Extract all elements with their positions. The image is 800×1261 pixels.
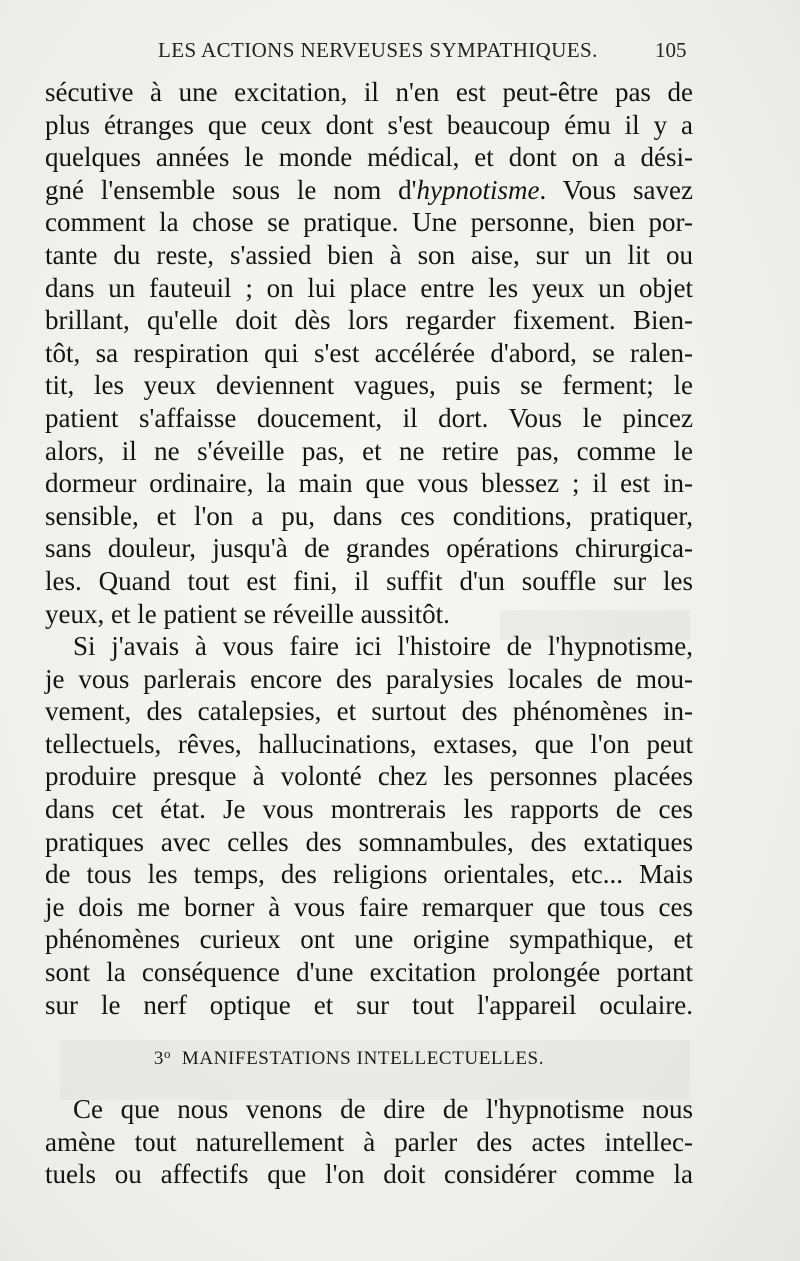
italic-term: hypnotisme [416,174,540,205]
text-line: comment la chose se pratique. Une personne, bien por- [45,207,693,238]
text-line: alors, il ne s'éveille pas, et ne retire pas, comme le [45,435,693,466]
text-line: plus étranges que ceux dont s'est beaucoup ému il y a [45,109,693,140]
text-line: brillant, qu'elle doit dès lors regarder fixement. Bien- [45,305,693,336]
section-number: 3 [153,1048,165,1070]
text-line: pratiques avec celles des somnambules, des extatiques [45,826,693,857]
paragraph [45,630,693,1021]
text-line: dormeur ordinaire, la main que vous blessez ; il est in- [45,468,693,499]
text-line: Si j'avais à vous faire ici l'histoire de l'hypnotisme, [73,631,693,662]
text-line: amène tout naturellement à parler des actes intellec- [45,1126,693,1157]
running-head: LES ACTIONS NERVEUSES SYMPATHIQUES. [158,38,598,62]
text-line: tuels ou affectifs que l'on doit considérer comme la [45,1159,693,1190]
paragraph [45,76,693,630]
section-title: MANIFESTATIONS INTELLECTUELLES. [181,1048,545,1070]
text-line: Ce que nous venons de dire de l'hypnotisme nous [73,1094,693,1125]
text-line: tante du reste, s'assied bien à son aise, sur un lit ou [45,239,693,270]
text-line-start: gné l'ensemble sous le nom d' [45,174,417,205]
body-text [45,76,693,1191]
text-line: sans douleur, jusqu'à de grandes opérations chirurgica- [45,533,693,564]
section-heading [45,1021,693,1087]
text-line: sont la conséquence d'une excitation prolongée portant [45,957,693,988]
text-line: je dois me borner à vous faire remarquer que tous ces [45,891,693,922]
text-line: sécutive à une excitation, il n'en est peut-être pas de [45,77,693,107]
text-line: les. Quand tout est fini, il suffit d'un souffle sur les [45,565,693,596]
text-line [45,174,693,207]
page-header [0,38,800,68]
text-line: dans cet état. Je vous montrerais les rapports de ces [45,794,693,825]
text-line: produire presque à volonté chez les personnes placées [45,761,693,792]
text-line: tit, les yeux deviennent vagues, puis se ferment; le [45,370,693,401]
text-line: tôt, sa respiration qui s'est accélérée d'abord, se ralen- [45,337,693,368]
text-line: quelques années le monde médical, et dont on a dési- [45,142,693,173]
section-degree: o [164,1046,172,1062]
text-line: sur le nerf optique et sur tout l'appareil oculaire. [45,989,693,1020]
page-number: 105 [655,38,687,62]
text-line: patient s'affaisse doucement, il dort. Vous le pincez [45,402,693,433]
text-line: vement, des catalepsies, et surtout des phénomènes in- [45,696,693,727]
text-line: yeux, et le patient se réveille aussitôt. [45,598,450,629]
text-line: tellectuels, rêves, hallucinations, extases, que l'on peut [45,728,693,759]
text-line: de tous les temps, des religions orientales, etc... Mais [45,859,693,890]
text-line: sensible, et l'on a pu, dans ces conditions, pratiquer, [45,500,693,531]
text-line: phénomènes curieux ont une origine sympathique, et [45,924,693,955]
text-line-end: . Vous savez [539,174,693,205]
paragraph [45,1093,693,1191]
text-line: dans un fauteuil ; on lui place entre les yeux un objet [45,272,693,303]
text-line: je vous parlerais encore des paralysies locales de mou- [45,663,693,694]
